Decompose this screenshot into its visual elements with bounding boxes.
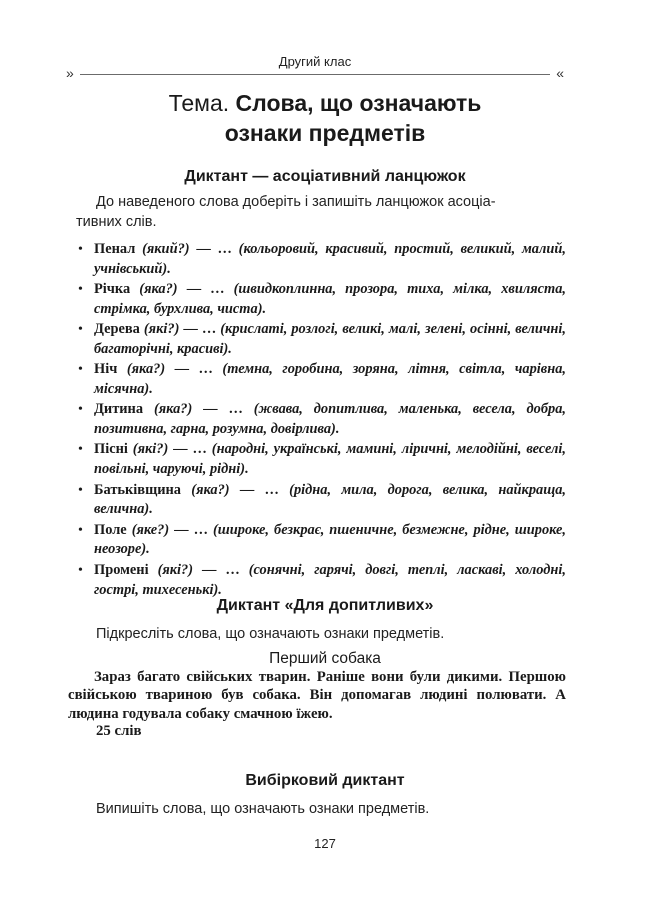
title-line2: ознаки предметів [224, 120, 426, 146]
left-ornament: » [66, 65, 74, 81]
bullet-icon: • [78, 242, 83, 257]
bullet-icon: • [78, 482, 83, 498]
list-item: • Дитина (яка?) — … (жвава, допитлива, маленька, весела, добра, позитивна, гарна, розумна, довірлива). [78, 401, 566, 438]
bullet-icon: • [78, 442, 83, 458]
list-item: • Промені (які?) — … (сонячні, гарячі, довгі, теплі, ласкаві, холодні, гострі, тихесенькі). [78, 561, 566, 598]
bullet-icon: • [78, 322, 83, 338]
bullet-icon: • [78, 402, 83, 418]
intro-line1: До наведеного слова доберіть і запишіть ланцюжок асоціа- [96, 194, 496, 210]
bullet-icon: • [78, 562, 83, 578]
section-heading-selective: Вибірковий диктант [245, 772, 405, 789]
right-ornament: « [556, 65, 564, 81]
list-item: • Дерева (які?) — … (крислаті, розлогі, великі, малі, зелені, осінні, величні, багаторічні, красиві). [78, 321, 567, 357]
section-heading-curious: Диктант «Для допитливих» [216, 597, 434, 614]
section2-instruction: Підкресліть слова, що означають ознаки предметів. [96, 626, 445, 642]
running-header [66, 52, 564, 82]
story-title: Перший собака [269, 650, 381, 667]
list-item: • Пісні (які?) — … (народні, українські, мамині, ліричні, мелодійні, веселі, повільні, чаруючі, рідні). [78, 441, 566, 478]
bullet-icon: • [78, 282, 83, 298]
list-item: • Поле (яке?) — … (широке, безкрає, пшеничне, безмежне, рідне, широке, неозоре). [78, 521, 566, 558]
title-lead: Тема. [168, 90, 230, 116]
list-item: • Пенал (який?) — … (кольоровий, красивий, простий, великий, малий, учнівський). [78, 241, 566, 277]
lesson-title [0, 88, 650, 148]
list-item: • Батьківщина (яка?) — … (рідна, мила, дорога, велика, найкраща, велична). [78, 481, 566, 518]
section3-instruction: Випишіть слова, що означають ознаки предметів. [96, 801, 430, 817]
word-count: 25 слів [96, 723, 142, 739]
list-item: • Ніч (яка?) — … (темна, горобина, зоряна, літня, світла, чарівна, місячна). [78, 361, 566, 398]
grade-label: Другий клас [278, 54, 352, 69]
association-list [76, 240, 566, 601]
intro-line2: тивних слів. [76, 213, 157, 230]
bullet-icon: • [78, 362, 83, 378]
page-number: 127 [314, 836, 336, 851]
header-rule [80, 74, 550, 75]
story-text: Зараз багато свійських тварин. Раніше вони були дикими. Першою свійською твариною був собака. Він допомагав людині полювати. А людина годувала собаку смачною їжею. [68, 669, 566, 722]
title-line1: Слова, що означають [235, 90, 482, 116]
section-heading-associative: Диктант — асоціативний ланцюжок [184, 168, 466, 185]
list-item: • Річка (яка?) — … (швидкоплинна, прозора, тиха, мілка, хвиляста, стрімка, бурхлива, чиста). [78, 281, 566, 317]
section1-intro [76, 193, 566, 232]
bullet-icon: • [78, 522, 83, 538]
